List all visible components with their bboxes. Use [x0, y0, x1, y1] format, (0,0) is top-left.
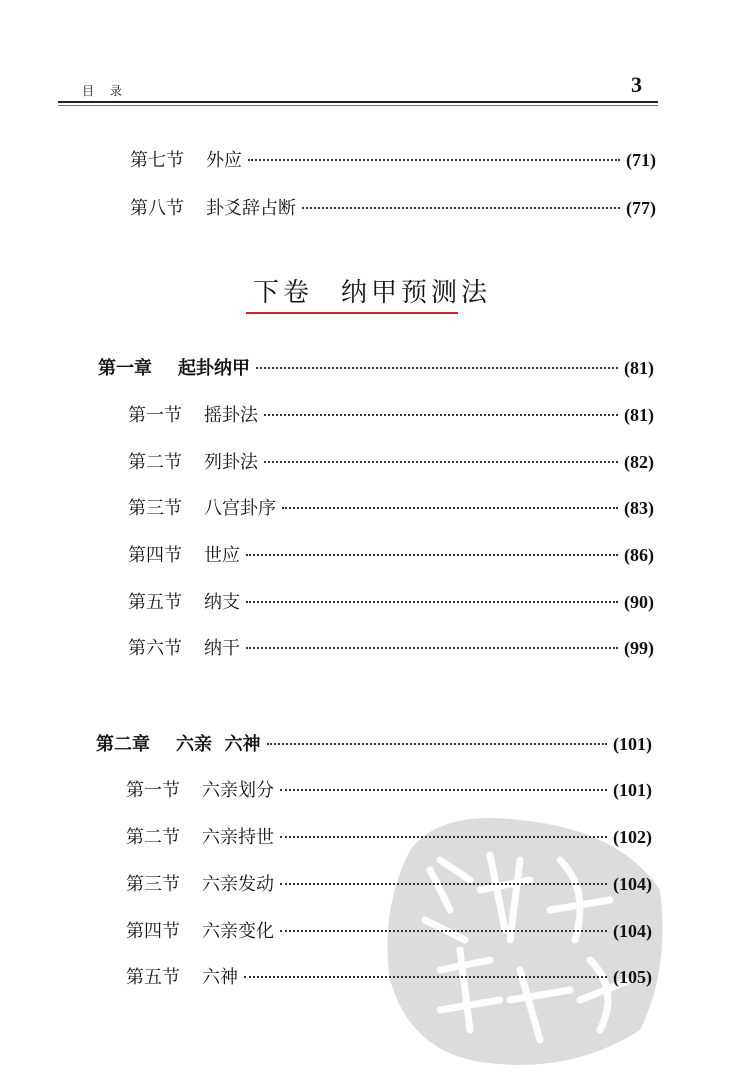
toc-section-number: 第五节	[128, 592, 182, 613]
toc-section-title: 六亲发动	[202, 874, 274, 895]
toc-chapter-row[interactable]	[96, 730, 652, 760]
header-rule-thin	[58, 105, 658, 106]
toc-page-number: (101)	[613, 734, 652, 754]
toc-section-number: 第八节	[130, 198, 184, 219]
toc-section-number: 第五节	[126, 967, 180, 988]
toc-leader	[264, 461, 618, 463]
toc-row[interactable]	[128, 401, 654, 431]
toc-chapter-number: 第二章	[96, 734, 150, 755]
volume-underline	[246, 312, 458, 314]
toc-row[interactable]	[130, 194, 656, 224]
toc-section-title: 六亲持世	[202, 827, 274, 848]
volume-heading	[0, 272, 744, 309]
toc-page-number: (104)	[613, 874, 652, 894]
toc-leader	[264, 414, 618, 416]
toc-row[interactable]	[128, 541, 654, 571]
toc-page-number: (99)	[624, 638, 654, 658]
toc-page-number: (82)	[624, 452, 654, 472]
toc-leader	[280, 836, 607, 838]
toc-section-number: 第二节	[126, 827, 180, 848]
toc-row[interactable]	[126, 823, 652, 853]
toc-section-title: 纳支	[204, 592, 240, 613]
toc-leader	[246, 554, 618, 556]
toc-section-number: 第三节	[126, 874, 180, 895]
toc-leader	[280, 883, 607, 885]
toc-row[interactable]	[128, 634, 654, 664]
toc-section-title: 六亲划分	[202, 780, 274, 801]
toc-row[interactable]	[128, 494, 654, 524]
toc-leader	[244, 976, 607, 978]
toc-leader	[280, 789, 607, 791]
toc-row[interactable]	[126, 963, 652, 993]
toc-section-title: 八宫卦序	[204, 498, 276, 519]
toc-leader	[267, 743, 607, 745]
toc-page-number: (81)	[624, 358, 654, 378]
toc-page-number: (104)	[613, 921, 652, 941]
toc-section-number: 第一节	[128, 405, 182, 426]
toc-page-number: (90)	[624, 592, 654, 612]
toc-page-number: (71)	[626, 150, 656, 170]
toc-page-number: (81)	[624, 405, 654, 425]
toc-section-title: 世应	[204, 545, 240, 566]
toc-section-number: 第一节	[126, 780, 180, 801]
toc-section-title: 纳干	[204, 638, 240, 659]
toc-leader	[282, 507, 618, 509]
toc-page-number: (86)	[624, 545, 654, 565]
toc-section-number: 第四节	[128, 545, 182, 566]
toc-section-title: 摇卦法	[204, 405, 258, 426]
volume-part: 下卷	[252, 278, 313, 308]
toc-leader	[246, 601, 618, 603]
toc-page-number: (102)	[613, 827, 652, 847]
toc-section-title: 六亲变化	[202, 921, 274, 942]
toc-leader	[302, 207, 620, 209]
toc-row[interactable]	[126, 917, 652, 947]
toc-leader	[246, 647, 618, 649]
header-rule	[58, 101, 658, 103]
toc-section-number: 第四节	[126, 921, 180, 942]
toc-page-number: (77)	[626, 198, 656, 218]
toc-leader	[248, 159, 620, 161]
toc-row[interactable]	[128, 448, 654, 478]
toc-section-title: 卦爻辞占断	[206, 198, 296, 219]
toc-section-title: 六神	[202, 967, 238, 988]
toc-chapter-title: 起卦纳甲	[178, 358, 250, 379]
toc-row[interactable]	[128, 588, 654, 618]
toc-row[interactable]	[126, 870, 652, 900]
header-section-label: 目 录	[82, 84, 128, 98]
toc-section-number: 第二节	[128, 452, 182, 473]
running-header	[58, 72, 658, 106]
toc-leader	[256, 367, 618, 369]
toc-section-number: 第三节	[128, 498, 182, 519]
toc-page-number: (101)	[613, 780, 652, 800]
toc-chapter-row[interactable]	[98, 354, 654, 384]
toc-section-number: 第六节	[128, 638, 182, 659]
toc-section-title: 列卦法	[204, 452, 258, 473]
toc-leader	[280, 930, 607, 932]
toc-row[interactable]	[126, 776, 652, 806]
toc-chapter-number: 第一章	[98, 358, 152, 379]
header-page-number: 3	[631, 72, 642, 97]
toc-page-number: (83)	[624, 498, 654, 518]
toc-section-title: 外应	[206, 150, 242, 171]
toc-row[interactable]	[130, 146, 656, 176]
toc-section-number: 第七节	[130, 150, 184, 171]
toc-chapter-title: 六亲 六神	[176, 734, 261, 755]
toc-page-number: (105)	[613, 967, 652, 987]
volume-name: 纳甲预测法	[341, 278, 492, 308]
